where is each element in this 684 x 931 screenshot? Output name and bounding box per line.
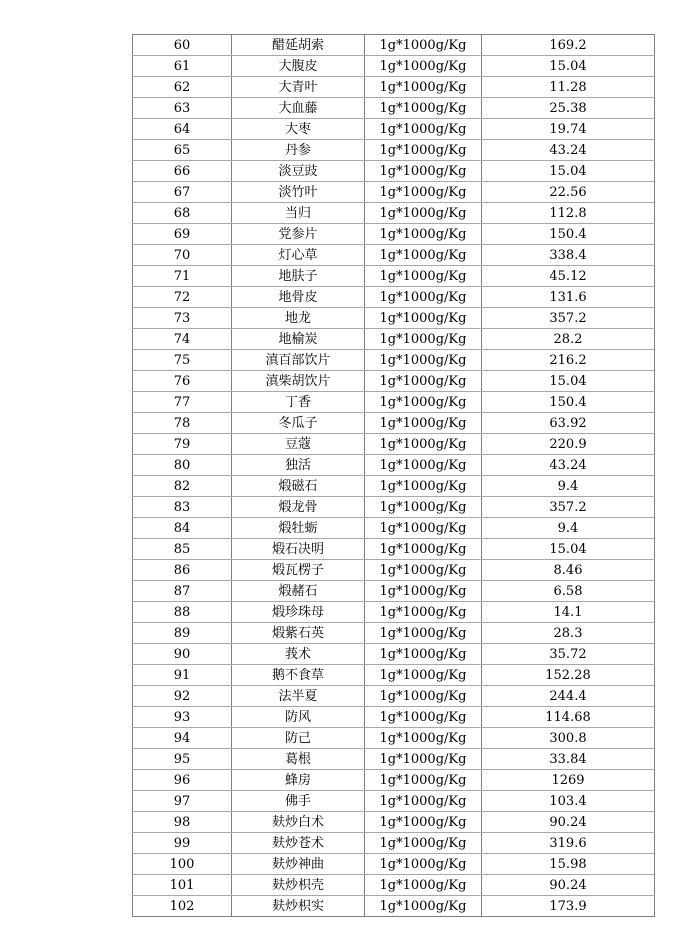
table-row: [133, 161, 655, 182]
table-row: [133, 770, 655, 791]
herb-name-cell: 滇柴胡饮片: [232, 371, 365, 392]
price-cell: 131.6: [482, 287, 655, 308]
spec-cell: 1g*1000g/Kg: [365, 455, 482, 476]
spec-cell: 1g*1000g/Kg: [365, 350, 482, 371]
table-row: [133, 392, 655, 413]
price-cell: 150.4: [482, 392, 655, 413]
herb-name-cell: 防风: [232, 707, 365, 728]
table-row: [133, 119, 655, 140]
row-number-cell: 73: [133, 308, 232, 329]
table-row: [133, 581, 655, 602]
table-row: [133, 77, 655, 98]
spec-cell: 1g*1000g/Kg: [365, 392, 482, 413]
spec-cell: 1g*1000g/Kg: [365, 98, 482, 119]
table-row: [133, 896, 655, 917]
spec-cell: 1g*1000g/Kg: [365, 770, 482, 791]
price-cell: 173.9: [482, 896, 655, 917]
price-cell: 300.8: [482, 728, 655, 749]
row-number-cell: 90: [133, 644, 232, 665]
spec-cell: 1g*1000g/Kg: [365, 623, 482, 644]
row-number-cell: 64: [133, 119, 232, 140]
row-number-cell: 91: [133, 665, 232, 686]
price-cell: 152.28: [482, 665, 655, 686]
spec-cell: 1g*1000g/Kg: [365, 224, 482, 245]
row-number-cell: 98: [133, 812, 232, 833]
table-row: [133, 434, 655, 455]
price-cell: 6.58: [482, 581, 655, 602]
row-number-cell: 65: [133, 140, 232, 161]
spec-cell: 1g*1000g/Kg: [365, 497, 482, 518]
spec-cell: 1g*1000g/Kg: [365, 644, 482, 665]
table-row: [133, 560, 655, 581]
price-cell: 244.4: [482, 686, 655, 707]
row-number-cell: 101: [133, 875, 232, 896]
spec-cell: 1g*1000g/Kg: [365, 56, 482, 77]
table-row: [133, 224, 655, 245]
spec-cell: 1g*1000g/Kg: [365, 140, 482, 161]
herb-name-cell: 独活: [232, 455, 365, 476]
spec-cell: 1g*1000g/Kg: [365, 602, 482, 623]
row-number-cell: 88: [133, 602, 232, 623]
herb-name-cell: 醋延胡索: [232, 35, 365, 56]
spec-cell: 1g*1000g/Kg: [365, 77, 482, 98]
herb-name-cell: 麸炒神曲: [232, 854, 365, 875]
herb-name-cell: 葛根: [232, 749, 365, 770]
herb-name-cell: 煅石决明: [232, 539, 365, 560]
herb-name-cell: 大血藤: [232, 98, 365, 119]
herb-name-cell: 地榆炭: [232, 329, 365, 350]
table-row: [133, 665, 655, 686]
herb-name-cell: 地骨皮: [232, 287, 365, 308]
row-number-cell: 63: [133, 98, 232, 119]
row-number-cell: 83: [133, 497, 232, 518]
price-cell: 103.4: [482, 791, 655, 812]
spec-cell: 1g*1000g/Kg: [365, 896, 482, 917]
table-row: [133, 497, 655, 518]
row-number-cell: 61: [133, 56, 232, 77]
table-row: [133, 539, 655, 560]
table-row: [133, 476, 655, 497]
table-row: [133, 854, 655, 875]
table-row: [133, 833, 655, 854]
price-cell: 19.74: [482, 119, 655, 140]
spec-cell: 1g*1000g/Kg: [365, 560, 482, 581]
spec-cell: 1g*1000g/Kg: [365, 539, 482, 560]
herb-name-cell: 淡竹叶: [232, 182, 365, 203]
row-number-cell: 102: [133, 896, 232, 917]
price-cell: 22.56: [482, 182, 655, 203]
price-cell: 319.6: [482, 833, 655, 854]
price-cell: 15.04: [482, 161, 655, 182]
herb-name-cell: 麸炒枳实: [232, 896, 365, 917]
herb-name-cell: 麸炒苍术: [232, 833, 365, 854]
herb-name-cell: 煅磁石: [232, 476, 365, 497]
spec-cell: 1g*1000g/Kg: [365, 812, 482, 833]
row-number-cell: 89: [133, 623, 232, 644]
price-cell: 15.04: [482, 539, 655, 560]
herb-name-cell: 当归: [232, 203, 365, 224]
spec-cell: 1g*1000g/Kg: [365, 371, 482, 392]
row-number-cell: 69: [133, 224, 232, 245]
row-number-cell: 94: [133, 728, 232, 749]
row-number-cell: 84: [133, 518, 232, 539]
price-cell: 9.4: [482, 476, 655, 497]
table-row: [133, 98, 655, 119]
herb-name-cell: 莪术: [232, 644, 365, 665]
spec-cell: 1g*1000g/Kg: [365, 686, 482, 707]
spec-cell: 1g*1000g/Kg: [365, 203, 482, 224]
table-row: [133, 182, 655, 203]
spec-cell: 1g*1000g/Kg: [365, 161, 482, 182]
table-row: [133, 308, 655, 329]
table-row: [133, 602, 655, 623]
herb-name-cell: 地龙: [232, 308, 365, 329]
spec-cell: 1g*1000g/Kg: [365, 854, 482, 875]
row-number-cell: 92: [133, 686, 232, 707]
herb-name-cell: 煅牡蛎: [232, 518, 365, 539]
row-number-cell: 68: [133, 203, 232, 224]
herb-name-cell: 灯心草: [232, 245, 365, 266]
table-row: [133, 371, 655, 392]
price-cell: 90.24: [482, 812, 655, 833]
row-number-cell: 67: [133, 182, 232, 203]
price-cell: 216.2: [482, 350, 655, 371]
row-number-cell: 79: [133, 434, 232, 455]
herb-name-cell: 煅珍珠母: [232, 602, 365, 623]
table-row: [133, 350, 655, 371]
herb-name-cell: 煅赭石: [232, 581, 365, 602]
table-row: [133, 686, 655, 707]
price-cell: 35.72: [482, 644, 655, 665]
table-row: [133, 413, 655, 434]
row-number-cell: 85: [133, 539, 232, 560]
table-row: [133, 812, 655, 833]
price-cell: 15.04: [482, 371, 655, 392]
price-cell: 150.4: [482, 224, 655, 245]
row-number-cell: 93: [133, 707, 232, 728]
table-row: [133, 728, 655, 749]
herb-name-cell: 党参片: [232, 224, 365, 245]
price-cell: 63.92: [482, 413, 655, 434]
table-row: [133, 56, 655, 77]
price-cell: 220.9: [482, 434, 655, 455]
herb-price-table: [132, 34, 655, 917]
spec-cell: 1g*1000g/Kg: [365, 413, 482, 434]
row-number-cell: 70: [133, 245, 232, 266]
row-number-cell: 100: [133, 854, 232, 875]
row-number-cell: 62: [133, 77, 232, 98]
spec-cell: 1g*1000g/Kg: [365, 245, 482, 266]
row-number-cell: 71: [133, 266, 232, 287]
row-number-cell: 80: [133, 455, 232, 476]
herb-name-cell: 淡豆豉: [232, 161, 365, 182]
herb-name-cell: 豆蔻: [232, 434, 365, 455]
herb-name-cell: 蜂房: [232, 770, 365, 791]
herb-name-cell: 煅紫石英: [232, 623, 365, 644]
spec-cell: 1g*1000g/Kg: [365, 329, 482, 350]
spec-cell: 1g*1000g/Kg: [365, 749, 482, 770]
price-cell: 11.28: [482, 77, 655, 98]
row-number-cell: 74: [133, 329, 232, 350]
row-number-cell: 95: [133, 749, 232, 770]
spec-cell: 1g*1000g/Kg: [365, 518, 482, 539]
herb-name-cell: 鹅不食草: [232, 665, 365, 686]
table-row: [133, 518, 655, 539]
spec-cell: 1g*1000g/Kg: [365, 875, 482, 896]
row-number-cell: 60: [133, 35, 232, 56]
row-number-cell: 87: [133, 581, 232, 602]
herb-name-cell: 大腹皮: [232, 56, 365, 77]
table-row: [133, 35, 655, 56]
herb-name-cell: 煅瓦楞子: [232, 560, 365, 581]
price-cell: 43.24: [482, 140, 655, 161]
table-row: [133, 455, 655, 476]
herb-name-cell: 丁香: [232, 392, 365, 413]
herb-name-cell: 滇百部饮片: [232, 350, 365, 371]
herb-name-cell: 麸炒枳壳: [232, 875, 365, 896]
spec-cell: 1g*1000g/Kg: [365, 308, 482, 329]
spec-cell: 1g*1000g/Kg: [365, 35, 482, 56]
row-number-cell: 66: [133, 161, 232, 182]
table-row: [133, 707, 655, 728]
price-cell: 112.8: [482, 203, 655, 224]
spec-cell: 1g*1000g/Kg: [365, 182, 482, 203]
price-cell: 33.84: [482, 749, 655, 770]
spec-cell: 1g*1000g/Kg: [365, 266, 482, 287]
herb-name-cell: 煅龙骨: [232, 497, 365, 518]
herb-name-cell: 大枣: [232, 119, 365, 140]
row-number-cell: 86: [133, 560, 232, 581]
table-row: [133, 749, 655, 770]
price-cell: 15.04: [482, 56, 655, 77]
spec-cell: 1g*1000g/Kg: [365, 833, 482, 854]
spec-cell: 1g*1000g/Kg: [365, 665, 482, 686]
row-number-cell: 75: [133, 350, 232, 371]
row-number-cell: 99: [133, 833, 232, 854]
table-row: [133, 203, 655, 224]
price-cell: 169.2: [482, 35, 655, 56]
table-row: [133, 644, 655, 665]
spec-cell: 1g*1000g/Kg: [365, 581, 482, 602]
price-cell: 357.2: [482, 308, 655, 329]
herb-name-cell: 地肤子: [232, 266, 365, 287]
herb-name-cell: 法半夏: [232, 686, 365, 707]
price-cell: 45.12: [482, 266, 655, 287]
table-row: [133, 329, 655, 350]
herb-name-cell: 冬瓜子: [232, 413, 365, 434]
price-cell: 25.38: [482, 98, 655, 119]
table-row: [133, 791, 655, 812]
price-cell: 14.1: [482, 602, 655, 623]
table-row: [133, 623, 655, 644]
row-number-cell: 76: [133, 371, 232, 392]
row-number-cell: 97: [133, 791, 232, 812]
row-number-cell: 78: [133, 413, 232, 434]
row-number-cell: 77: [133, 392, 232, 413]
price-cell: 114.68: [482, 707, 655, 728]
table-row: [133, 875, 655, 896]
spec-cell: 1g*1000g/Kg: [365, 476, 482, 497]
table-body: [133, 35, 655, 917]
price-cell: 357.2: [482, 497, 655, 518]
spec-cell: 1g*1000g/Kg: [365, 728, 482, 749]
price-cell: 28.2: [482, 329, 655, 350]
table-row: [133, 287, 655, 308]
row-number-cell: 72: [133, 287, 232, 308]
price-cell: 338.4: [482, 245, 655, 266]
spec-cell: 1g*1000g/Kg: [365, 287, 482, 308]
price-cell: 8.46: [482, 560, 655, 581]
herb-name-cell: 麸炒白术: [232, 812, 365, 833]
herb-name-cell: 丹参: [232, 140, 365, 161]
table-row: [133, 266, 655, 287]
row-number-cell: 82: [133, 476, 232, 497]
herb-name-cell: 佛手: [232, 791, 365, 812]
table-row: [133, 245, 655, 266]
spec-cell: 1g*1000g/Kg: [365, 119, 482, 140]
spec-cell: 1g*1000g/Kg: [365, 791, 482, 812]
price-cell: 15.98: [482, 854, 655, 875]
spec-cell: 1g*1000g/Kg: [365, 707, 482, 728]
row-number-cell: 96: [133, 770, 232, 791]
price-cell: 28.3: [482, 623, 655, 644]
herb-name-cell: 大青叶: [232, 77, 365, 98]
table-row: [133, 140, 655, 161]
herb-name-cell: 防己: [232, 728, 365, 749]
price-cell: 43.24: [482, 455, 655, 476]
price-cell: 9.4: [482, 518, 655, 539]
price-cell: 90.24: [482, 875, 655, 896]
spec-cell: 1g*1000g/Kg: [365, 434, 482, 455]
price-cell: 1269: [482, 770, 655, 791]
